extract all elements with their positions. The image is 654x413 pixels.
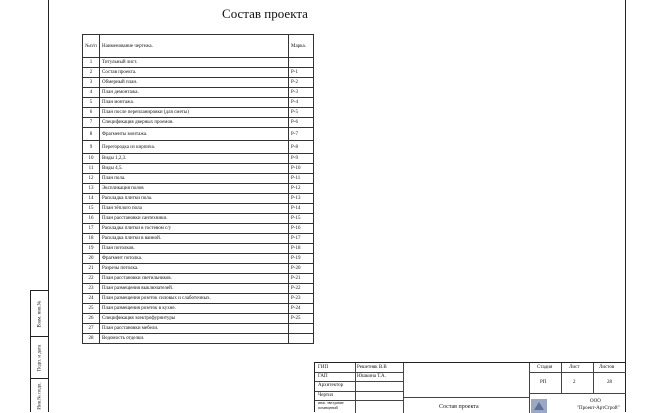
stamp-line <box>355 363 356 413</box>
row-number: 1 <box>83 58 100 68</box>
table-row <box>83 108 314 118</box>
row-title: Перегородка из кирпича. <box>100 141 289 154</box>
table-row <box>83 264 314 274</box>
row-mark: Р-13 <box>289 194 314 204</box>
row-title: Экспликация полов <box>100 184 289 194</box>
row-number: 20 <box>83 254 100 264</box>
title-block <box>314 362 625 412</box>
row-mark <box>289 58 314 68</box>
org-logo-icon <box>531 399 547 413</box>
row-number: 10 <box>83 154 100 164</box>
row-title: План после перепланировки (для сметы) <box>100 108 289 118</box>
side-label-replace: Взам. инв.№ <box>37 300 43 327</box>
side-cell-replace <box>31 291 49 337</box>
row-number: 17 <box>83 224 100 234</box>
table-row <box>83 141 314 154</box>
table-row <box>83 164 314 174</box>
row-title: Спецификация дверных проемов. <box>100 118 289 128</box>
row-number: 15 <box>83 204 100 214</box>
row-mark: Р-21 <box>289 274 314 284</box>
row-mark: Р-22 <box>289 284 314 294</box>
row-title: Спецификация электрофурнитуры <box>100 314 289 324</box>
side-cell-sign <box>31 337 49 379</box>
row-title: Раскладка плитки в ванной. <box>100 234 289 244</box>
table-row <box>83 154 314 164</box>
row-mark: Р-16 <box>289 224 314 234</box>
stamp-sheets-value: 28 <box>607 380 612 385</box>
row-number: 21 <box>83 264 100 274</box>
table-row <box>83 68 314 78</box>
table-row <box>83 284 314 294</box>
row-title: Ведомость отделки. <box>100 334 289 344</box>
row-mark: Р-18 <box>289 244 314 254</box>
row-title: Фрагменты монтажа. <box>100 128 289 141</box>
row-title: План расстановки сантехники. <box>100 214 289 224</box>
stamp-gip-label: ГИП <box>318 365 329 370</box>
row-title: Виды 4,5. <box>100 164 289 174</box>
table-row <box>83 224 314 234</box>
table-row <box>83 214 314 224</box>
row-title: План пола. <box>100 174 289 184</box>
row-mark <box>289 324 314 334</box>
table-row <box>83 98 314 108</box>
row-number: 23 <box>83 284 100 294</box>
row-title: Разрезы потолка. <box>100 264 289 274</box>
row-mark: Р-25 <box>289 314 314 324</box>
row-number: 13 <box>83 184 100 194</box>
header-name: Наименование чертежа. <box>100 35 289 58</box>
row-title: План расстановки светильников. <box>100 274 289 284</box>
table-row <box>83 304 314 314</box>
side-label-sign: Подп. и дата <box>37 344 43 371</box>
stamp-line <box>315 391 403 392</box>
row-number: 7 <box>83 118 100 128</box>
stamp-stage-header: Стадия <box>537 365 553 370</box>
row-number: 28 <box>83 334 100 344</box>
row-number: 11 <box>83 164 100 174</box>
row-title: План тёплого пола <box>100 204 289 214</box>
stamp-sheets-header: Листов <box>599 365 615 370</box>
frame-right-border <box>625 0 626 412</box>
row-title: Фрагмент потолка. <box>100 254 289 264</box>
row-number: 27 <box>83 324 100 334</box>
row-mark: Р-9 <box>289 154 314 164</box>
row-number: 3 <box>83 78 100 88</box>
row-title: Виды 1,2,3. <box>100 154 289 164</box>
row-mark: Р-1 <box>289 68 314 78</box>
row-mark: Р-4 <box>289 98 314 108</box>
stamp-stage-value: РП <box>540 380 547 385</box>
stamp-gip-name: Решетняк В.В <box>357 365 387 370</box>
row-mark: Р-20 <box>289 264 314 274</box>
row-mark: Р-10 <box>289 164 314 174</box>
stamp-line <box>403 363 404 413</box>
row-number: 2 <box>83 68 100 78</box>
row-number: 12 <box>83 174 100 184</box>
table-row <box>83 314 314 324</box>
stamp-line <box>529 393 626 394</box>
stamp-line <box>593 363 594 393</box>
stamp-line <box>529 363 530 413</box>
row-number: 18 <box>83 234 100 244</box>
page-title: Состав проекта <box>222 6 308 21</box>
stamp-sheet-value: 2 <box>573 380 576 385</box>
stamp-org: ООО <box>590 399 601 404</box>
stamp-sheet-header: Лист <box>569 365 580 370</box>
row-mark: Р-12 <box>289 184 314 194</box>
row-title: Обмерный план. <box>100 78 289 88</box>
row-mark: Р-24 <box>289 304 314 314</box>
side-cell-inv <box>31 379 49 413</box>
row-number: 22 <box>83 274 100 284</box>
row-mark: Р-7 <box>289 128 314 141</box>
row-number: 4 <box>83 88 100 98</box>
row-title: Раскладка плитки пола. <box>100 194 289 204</box>
table-row <box>83 324 314 334</box>
stamp-chert-label: Чертил <box>318 393 334 398</box>
row-title: План монтажа. <box>100 98 289 108</box>
row-mark: Р-3 <box>289 88 314 98</box>
table-row <box>83 128 314 141</box>
row-mark: Р-15 <box>289 214 314 224</box>
table-row <box>83 58 314 68</box>
side-strip <box>30 290 48 412</box>
row-title: Титульный лист. <box>100 58 289 68</box>
table-row <box>83 78 314 88</box>
row-title: План размещения розеток силовых и слаботочных. <box>100 294 289 304</box>
header-num: №п/п <box>83 35 100 58</box>
stamp-doc-name: Состав проекта <box>439 404 479 410</box>
row-mark: Р-14 <box>289 204 314 214</box>
row-number: 5 <box>83 98 100 108</box>
row-title: План расстановки мебели. <box>100 324 289 334</box>
row-title: План размещения выключателей. <box>100 284 289 294</box>
stamp-gap-name: Юшкина Т.А. <box>357 374 386 379</box>
stamp-extra-label-2: помещений <box>318 405 338 410</box>
row-mark: Р-8 <box>289 141 314 154</box>
stamp-org-name: "Проект-АртСтрой" <box>577 406 620 411</box>
row-title: План размещения розеток в кухне. <box>100 304 289 314</box>
row-mark: Р-6 <box>289 118 314 128</box>
row-mark: Р-19 <box>289 254 314 264</box>
row-title: План потолков. <box>100 244 289 254</box>
stamp-line <box>561 363 562 393</box>
row-title: Состав проекта. <box>100 68 289 78</box>
row-mark: Р-2 <box>289 78 314 88</box>
row-number: 19 <box>83 244 100 254</box>
row-mark: Р-17 <box>289 234 314 244</box>
table-row <box>83 254 314 264</box>
row-number: 26 <box>83 314 100 324</box>
table-header-row <box>83 35 314 58</box>
row-mark <box>289 334 314 344</box>
table-row <box>83 88 314 98</box>
header-mark: Марка. <box>289 35 314 58</box>
row-title: Раскладка плитки в гостевом с/у <box>100 224 289 234</box>
row-number: 24 <box>83 294 100 304</box>
row-number: 8 <box>83 128 100 141</box>
drawings-table <box>82 34 314 344</box>
side-label-inv: Инв.№ подл. <box>37 382 43 410</box>
table-row <box>83 294 314 304</box>
row-number: 9 <box>83 141 100 154</box>
row-title: План демонтажа. <box>100 88 289 98</box>
table-row <box>83 274 314 284</box>
row-number: 16 <box>83 214 100 224</box>
table-row <box>83 234 314 244</box>
row-mark: Р-11 <box>289 174 314 184</box>
stamp-line <box>315 381 403 382</box>
table-row <box>83 174 314 184</box>
table-row <box>83 118 314 128</box>
table-row <box>83 194 314 204</box>
stamp-line <box>315 372 403 373</box>
row-number: 25 <box>83 304 100 314</box>
stamp-gap-label: ГАП <box>318 374 328 379</box>
stamp-line <box>403 397 529 398</box>
stamp-arch-label: Архитектор <box>318 383 344 388</box>
table-row <box>83 334 314 344</box>
row-number: 6 <box>83 108 100 118</box>
stamp-extra-label: инж. звездание <box>318 400 344 405</box>
stamp-line <box>529 372 626 373</box>
table-row <box>83 244 314 254</box>
row-mark: Р-23 <box>289 294 314 304</box>
row-mark: Р-5 <box>289 108 314 118</box>
table-row <box>83 204 314 214</box>
row-number: 14 <box>83 194 100 204</box>
table-row <box>83 184 314 194</box>
